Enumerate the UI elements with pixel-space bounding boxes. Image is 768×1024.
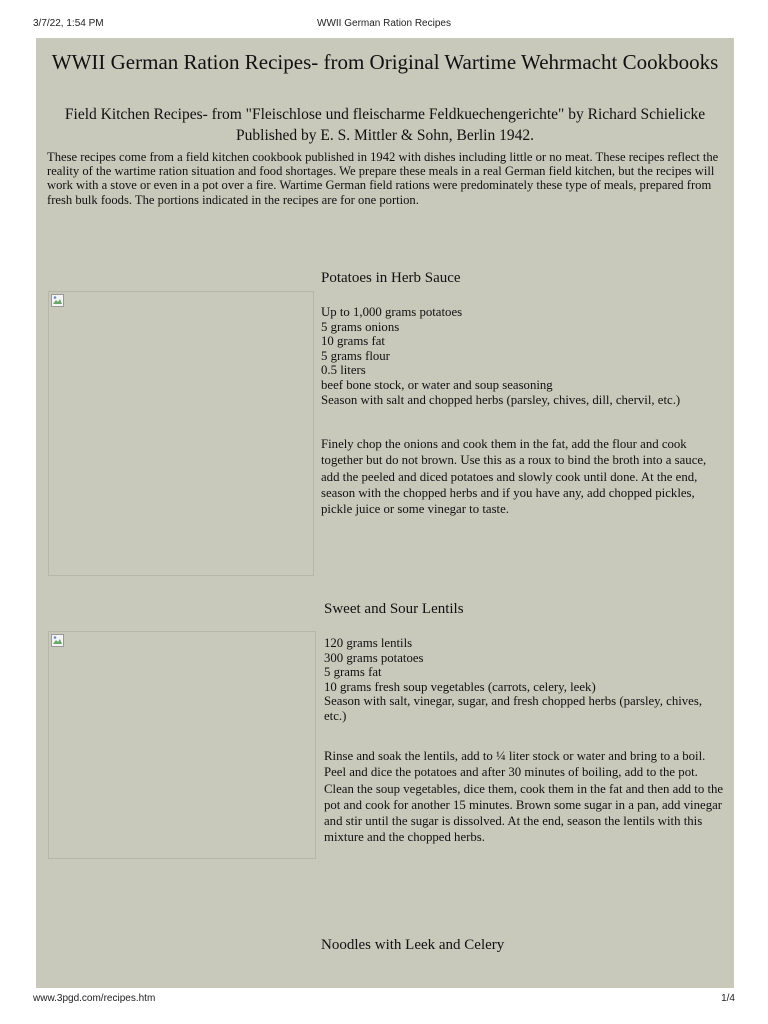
- print-footer: [0, 993, 768, 1007]
- ingredient-list: [321, 305, 721, 407]
- recipe-image-placeholder: [48, 291, 314, 576]
- ingredient-item: 5 grams flour: [321, 348, 390, 363]
- subtitle-line-1: Field Kitchen Recipes- from "Fleischlose und fleischarme Feldkuechengerichte" by Richard Schielicke: [64, 106, 706, 123]
- intro-paragraph: These recipes come from a field kitchen cookbook published in 1942 with dishes including little or no meat. These recipes reflect the reality of the wartime ration situation and food shortages. We prepare these meals in a real German field kitchen, but the recipes will work with a stove or even in a pot over a fire. Wartime German field rations were predominately these type of meals, prepared from fresh bulk foods. The portions indicated in the recipes are for one portion.: [47, 150, 719, 207]
- ingredient-item: 10 grams fresh soup vegetables (carrots, celery, leek): [324, 679, 596, 694]
- ingredient-list: [324, 636, 720, 724]
- broken-image-icon: [51, 294, 64, 307]
- print-page-number: 1/4: [721, 993, 735, 1004]
- recipe-title: Potatoes in Herb Sauce: [321, 270, 461, 286]
- recipe-method: Finely chop the onions and cook them in the fat, add the flour and cook together but do not brown. Use this as a roux to bind the broth into a sauce, add the peeled and diced potatoes and slowly cook until done. At the end, season with the chopped herbs and if you have any, add chopped pickles, pickle juice or some vinegar to taste.: [321, 437, 707, 517]
- ingredient-item: 10 grams fat: [321, 334, 385, 349]
- ingredient-item: Season with salt and chopped herbs (parsley, chives, dill, chervil, etc.): [321, 392, 681, 407]
- print-doc-title: WWII German Ration Recipes: [317, 18, 451, 29]
- page-title: WWII German Ration Recipes- from Original Wartime Wehrmacht Cookbooks: [51, 50, 719, 74]
- ingredient-item: 5 grams fat: [324, 665, 382, 680]
- print-datetime: 3/7/22, 1:54 PM: [33, 18, 104, 29]
- recipe-title: Noodles with Leek and Celery: [321, 937, 505, 953]
- print-header: [0, 18, 768, 32]
- ingredient-item: 120 grams lentils: [324, 636, 413, 650]
- ingredient-item: 5 grams onions: [321, 319, 400, 334]
- ingredient-item: Season with salt, vinegar, sugar, and fresh chopped herbs (parsley, chives, etc.): [324, 694, 703, 723]
- ingredient-item: 300 grams potatoes: [324, 650, 424, 665]
- recipe-method: Rinse and soak the lentils, add to ¼ liter stock or water and bring to a boil. Peel and dice the potatoes and after 30 minutes of boiling, add to the pot. Clean the soup vegetables, dice them, cook them in the fat and then add to the pot and cook for another 15 minutes. Brown some sugar in a pan, add vinegar and stir until the sugar is dissolved. At the end, season the lentils with this mixture and the chopped herbs.: [324, 749, 724, 845]
- page-content: [36, 38, 734, 988]
- recipe-image-placeholder: [48, 631, 316, 859]
- ingredient-item: 0.5 liters: [321, 363, 366, 378]
- recipe-title: Sweet and Sour Lentils: [324, 601, 464, 617]
- ingredient-item: beef bone stock, or water and soup seasoning: [321, 377, 553, 392]
- subtitle-line-2: Published by E. S. Mittler & Sohn, Berlin 1942.: [236, 127, 534, 144]
- print-url: www.3pgd.com/recipes.htm: [33, 993, 156, 1004]
- ingredient-item: Up to 1,000 grams potatoes: [321, 305, 463, 319]
- broken-image-icon: [51, 634, 64, 647]
- page-subtitle: [36, 104, 734, 146]
